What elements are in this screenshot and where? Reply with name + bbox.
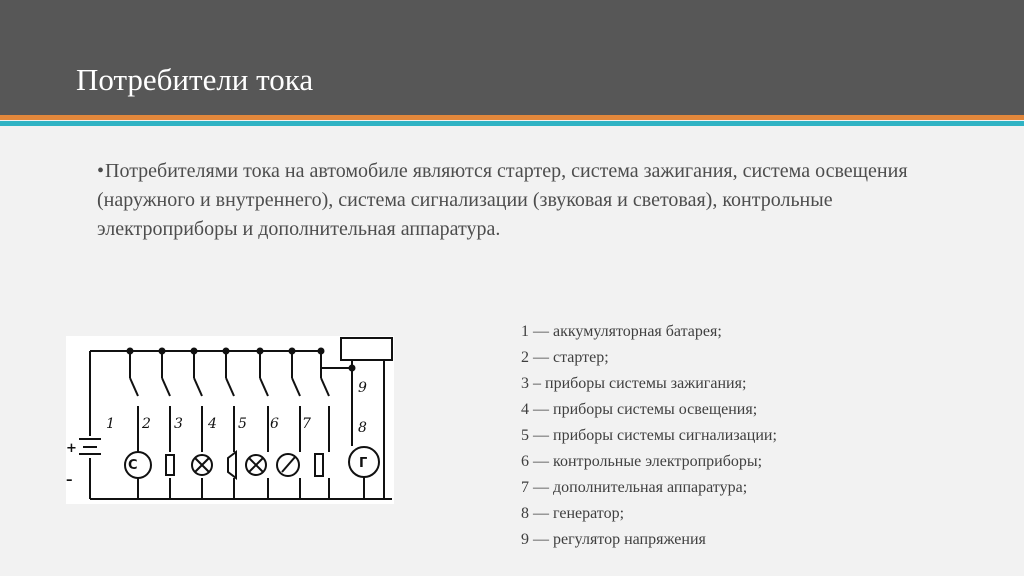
legend-item: 7 — дополнительная аппаратура;: [521, 479, 748, 496]
diagram-label-1: 1: [106, 416, 115, 432]
circuit-diagram-svg: [66, 336, 394, 504]
starter-symbol: С: [128, 458, 138, 473]
diagram-label-3: 3: [174, 416, 183, 432]
horn-symbol: [228, 452, 236, 478]
generator-symbol: Г: [359, 456, 368, 471]
diagram-label-2: 2: [142, 416, 151, 432]
switch-blade: [162, 378, 170, 396]
diagram-label-5: 5: [238, 416, 247, 432]
switch-blade: [130, 378, 138, 396]
accent-line-teal: [0, 121, 1024, 126]
accent-line-orange: [0, 115, 1024, 120]
diagram-label-4: 4: [208, 416, 217, 432]
plus-sign: +: [66, 441, 77, 456]
switch-blade: [194, 378, 202, 396]
legend-item: 8 — генератор;: [521, 505, 625, 522]
legend-item: 4 — приборы системы освещения;: [521, 401, 758, 418]
title-bar: [0, 0, 1024, 115]
regulator-box: [341, 338, 392, 360]
bullet-text: Потребителями тока на автомобиле являются стартер, система зажигания, система освещения (наружного и внутреннего), система сигнализации (звуковая и световая), контрольные электроприборы и дополнительная аппаратура.: [97, 160, 908, 240]
switch-blade: [292, 378, 300, 396]
diagram-label-7: 7: [302, 416, 311, 432]
circuit-diagram: [66, 336, 394, 504]
bullet-mark: •: [97, 160, 105, 182]
switch-blade: [226, 378, 234, 396]
switch-blade: [321, 378, 329, 396]
legend-item: 3 – приборы системы зажигания;: [521, 375, 747, 392]
legend-item: 1 — аккумуляторная батарея;: [521, 323, 722, 340]
consumer-branches: [125, 349, 379, 500]
legend-item: 2 — стартер;: [521, 349, 609, 366]
diagram-label-6: 6: [270, 416, 279, 432]
minus-sign: –: [66, 473, 73, 488]
junction-dot: [350, 366, 355, 371]
diagram-label-8: 8: [358, 420, 367, 436]
ignition-device: [166, 455, 174, 475]
additional-device: [315, 454, 323, 476]
legend-item: 9 — регулятор напряжения: [521, 531, 706, 548]
diagram-legend: [521, 319, 777, 553]
legend-item: 6 — контрольные электроприборы;: [521, 453, 763, 470]
gauge-needle: [282, 457, 295, 472]
legend-item: 5 — приборы системы сигнализации;: [521, 427, 777, 444]
slide-title: Потребители тока: [76, 62, 314, 97]
diagram-label-9: 9: [358, 380, 367, 396]
switch-blade: [260, 378, 268, 396]
bullet-paragraph: [97, 157, 957, 244]
